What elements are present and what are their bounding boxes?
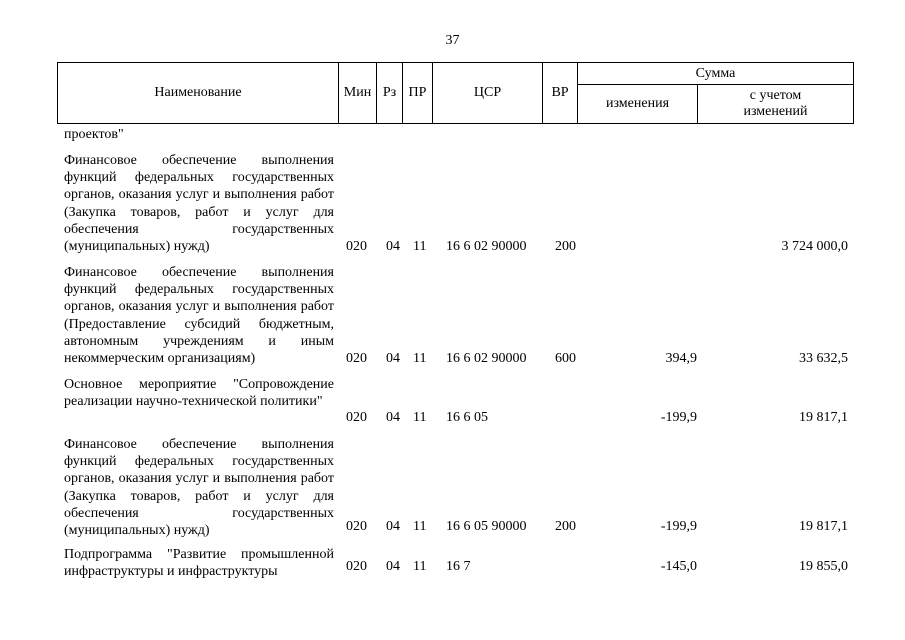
row-name: Финансовое обеспечение выполнения функций федеральных государственных органов, оказания услуг и выполнения работ (Закупка товаров, работ и услуг для обеспечения государственных (муниципальных) нужд) bbox=[64, 153, 334, 255]
header-summa: Сумма bbox=[578, 63, 854, 85]
row-csr: 16 7 bbox=[446, 559, 471, 574]
row-izmeneniya: -145,0 bbox=[660, 559, 697, 574]
row-min: 020 bbox=[346, 351, 367, 366]
row-vr: 600 bbox=[555, 351, 576, 366]
row-name: Подпрограмма "Развитие промышленной инфраструктуры и инфраструктуры bbox=[64, 547, 334, 580]
row-pr: 11 bbox=[413, 519, 427, 534]
row-s-uchetom: 19 817,1 bbox=[799, 519, 848, 534]
row-pr: 11 bbox=[413, 351, 427, 366]
header-s-uchetom-line1: с учетом bbox=[749, 88, 802, 103]
header-csr: ЦСР bbox=[433, 63, 543, 124]
header-izmeneniya: изменения bbox=[578, 85, 698, 124]
row-vr: 200 bbox=[555, 239, 576, 254]
row-izmeneniya: 394,9 bbox=[665, 351, 697, 366]
row-name: Финансовое обеспечение выполнения функций федеральных государственных органов, оказания услуг и выполнения работ (Закупка товаров, работ и услуг для обеспечения государственных (муниципальных) нужд) bbox=[64, 437, 334, 539]
table-header bbox=[57, 62, 854, 124]
carryover-text: проектов" bbox=[64, 127, 124, 142]
row-min: 020 bbox=[346, 239, 367, 254]
header-min: Мин bbox=[339, 63, 377, 124]
header-s-uchetom bbox=[698, 85, 854, 124]
row-rz: 04 bbox=[386, 239, 400, 254]
row-izmeneniya: -199,9 bbox=[660, 410, 697, 425]
row-min: 020 bbox=[346, 519, 367, 534]
row-name: Основное мероприятие "Сопровождение реализации научно-технической политики" bbox=[64, 377, 334, 410]
row-vr: 200 bbox=[555, 519, 576, 534]
row-pr: 11 bbox=[413, 410, 427, 425]
row-s-uchetom: 3 724 000,0 bbox=[781, 239, 848, 254]
row-csr: 16 6 02 90000 bbox=[446, 239, 527, 254]
row-rz: 04 bbox=[386, 559, 400, 574]
row-pr: 11 bbox=[413, 559, 427, 574]
page-number: 37 bbox=[445, 33, 460, 48]
row-csr: 16 6 05 90000 bbox=[446, 519, 527, 534]
row-rz: 04 bbox=[386, 410, 400, 425]
row-min: 020 bbox=[346, 410, 367, 425]
row-izmeneniya: -199,9 bbox=[660, 519, 697, 534]
header-s-uchetom-line2: изменений bbox=[743, 104, 808, 119]
header-pr: ПР bbox=[403, 63, 433, 124]
header-rz: Рз bbox=[377, 63, 403, 124]
row-name: Финансовое обеспечение выполнения функций федеральных государственных органов, оказания услуг и выполнения работ (Предоставление субсидий бюджетным, автономным учреждениям и иным некоммерческим организациям) bbox=[64, 265, 334, 367]
row-s-uchetom: 19 855,0 bbox=[799, 559, 848, 574]
row-min: 020 bbox=[346, 559, 367, 574]
header-vr: ВР bbox=[543, 63, 578, 124]
header-name: Наименование bbox=[58, 63, 339, 124]
row-csr: 16 6 02 90000 bbox=[446, 351, 527, 366]
row-s-uchetom: 19 817,1 bbox=[799, 410, 848, 425]
row-csr: 16 6 05 bbox=[446, 410, 488, 425]
row-rz: 04 bbox=[386, 519, 400, 534]
row-rz: 04 bbox=[386, 351, 400, 366]
row-pr: 11 bbox=[413, 239, 427, 254]
row-s-uchetom: 33 632,5 bbox=[799, 351, 848, 366]
